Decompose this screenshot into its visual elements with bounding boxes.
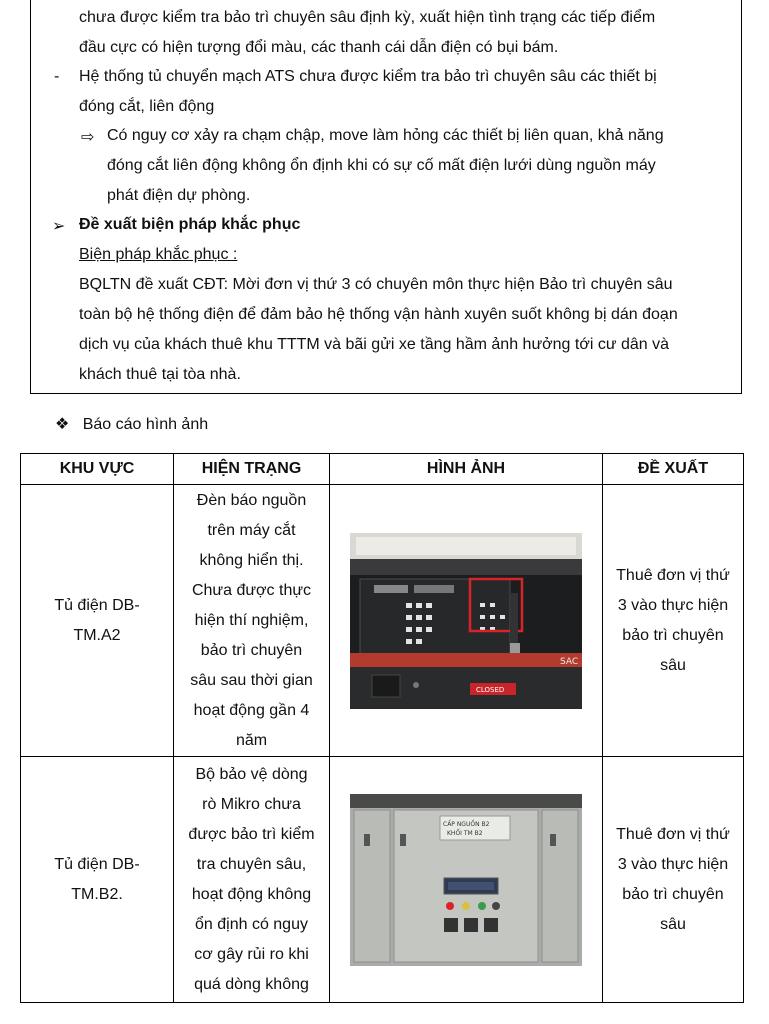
- status-line: tra chuyên sâu,: [196, 855, 307, 873]
- proposal-cell: [603, 757, 744, 1003]
- panel-photo: [350, 794, 582, 966]
- status-line: quá dòng không: [194, 975, 309, 993]
- proposal-line: bảo trì chuyên: [622, 626, 724, 644]
- report-heading: [55, 414, 208, 434]
- status-line: năm: [235, 731, 268, 749]
- image-report-table: [20, 453, 744, 1003]
- status-line: Chưa được thực: [191, 581, 312, 599]
- breaker-photo-drawing: [350, 533, 582, 709]
- area-line: TM.A2: [73, 626, 121, 644]
- area-line: Tủ điện DB-: [54, 855, 140, 873]
- proposal-line: 3 vào thực hiện: [617, 596, 729, 614]
- area-line: TM.B2.: [71, 885, 123, 903]
- area-cell: [21, 757, 174, 1003]
- proposal-line: sâu: [660, 656, 686, 674]
- status-line: trên máy cắt: [207, 521, 296, 539]
- para1-line2: đầu cực có hiện tượng đổi màu, các thanh cái dẫn điện có bụi bám.: [79, 39, 559, 56]
- status-line: rò Mikro chưa: [202, 795, 301, 813]
- status-line: cơ gây rủi ro khi: [194, 945, 309, 963]
- area-line: Tủ điện DB-: [54, 596, 140, 614]
- risk-line1: Có nguy cơ xảy ra chạm chập, move làm hỏng các thiết bị liên quan, khả năng: [107, 127, 664, 144]
- para1-line1: chưa được kiểm tra bảo trì chuyên sâu định kỳ, xuất hiện tình trạng các tiếp điểm: [79, 9, 656, 26]
- diamond-bullet-icon: ❖: [55, 416, 70, 433]
- status-cell: [174, 485, 330, 757]
- proposal-line: Thuê đơn vị thứ: [616, 825, 730, 843]
- header-image: HÌNH ẢNH: [330, 454, 603, 485]
- status-line: hoạt động gần 4: [193, 701, 310, 719]
- risk-line2: đóng cắt liên động không ổn định khi có sự cố mất điện lưới dùng nguồn máy: [107, 157, 656, 174]
- header-area: KHU VỰC: [21, 454, 174, 485]
- breaker-photo: [350, 533, 582, 709]
- table-header-row: [21, 454, 744, 485]
- arrowhead-bullet-icon: ➢: [52, 218, 66, 235]
- proposal-line: 3 vào thực hiện: [617, 855, 729, 873]
- photo-label-closed: CLOSED: [476, 685, 505, 694]
- header-status: HIỆN TRẠNG: [174, 454, 330, 485]
- proposal-heading: Đề xuất biện pháp khắc phục: [79, 216, 301, 233]
- status-line: Bộ bảo vệ dòng: [195, 765, 308, 783]
- arrow-right-icon: ⇨: [81, 129, 95, 146]
- proposal-line: sâu: [660, 915, 686, 933]
- photo-label-sac: SAC: [560, 656, 579, 667]
- status-line: bảo trì chuyên: [200, 641, 303, 659]
- status-line: không hiển thị.: [199, 551, 304, 569]
- image-cell: [330, 757, 603, 1003]
- status-line: Đèn báo nguồn: [196, 491, 307, 509]
- para2-line1: Hệ thống tủ chuyển mạch ATS chưa được kiểm tra bảo trì chuyên sâu các thiết bị: [79, 68, 657, 85]
- proposal-cell: [603, 485, 744, 757]
- report-title: Báo cáo hình ảnh: [82, 416, 209, 433]
- area-cell: [21, 485, 174, 757]
- proposal-line: bảo trì chuyên: [622, 885, 724, 903]
- remedy-line4: khách thuê tại tòa nhà.: [79, 366, 241, 383]
- table-row: [21, 757, 744, 1003]
- remedy-line3: dịch vụ của khách thuê khu TTTM và bãi gửi xe tầng hầm ảnh hưởng tới cư dân và: [79, 336, 670, 353]
- panel-photo-drawing: [350, 794, 582, 966]
- risk-line3: phát điện dự phòng.: [107, 187, 251, 204]
- remedy-label: Biện pháp khắc phục :: [79, 246, 238, 263]
- photo-label-line1: CẤP NGUỒN B2: [443, 820, 490, 828]
- proposal-line: Thuê đơn vị thứ: [616, 566, 730, 584]
- para2-line2: đóng cắt, liên động: [79, 98, 215, 115]
- dash-bullet: -: [54, 68, 60, 85]
- header-proposal: ĐỀ XUẤT: [603, 454, 744, 485]
- photo-label-line2: KHỐI TM B2: [447, 829, 483, 837]
- status-line: hoạt động không: [191, 885, 312, 903]
- status-cell: [174, 757, 330, 1003]
- status-line: được bảo trì kiểm: [188, 825, 315, 843]
- table-row: [21, 485, 744, 757]
- status-line: hiện thí nghiệm,: [194, 611, 309, 629]
- image-cell: [330, 485, 603, 757]
- status-line: sâu sau thời gian: [190, 671, 313, 689]
- remedy-line2: toàn bộ hệ thống điện để đảm bảo hệ thống vận hành xuyên suốt không bị dán đoạn: [79, 306, 678, 323]
- remedy-line1: BQLTN đề xuất CĐT: Mời đơn vị thứ 3 có chuyên môn thực hiện Bảo trì chuyên sâu: [79, 276, 673, 293]
- status-line: ổn định có nguy: [195, 915, 308, 933]
